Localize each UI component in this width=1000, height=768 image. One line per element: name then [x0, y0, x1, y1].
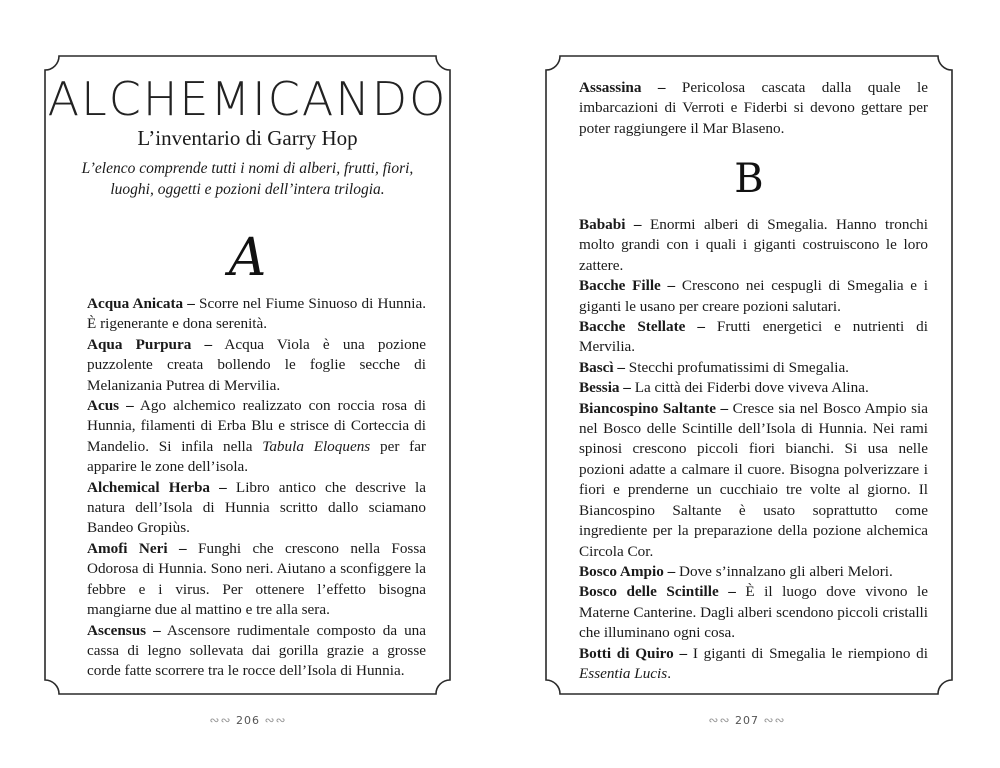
list-item: Ascensus – Ascensore rudimentale composto da una cassa di legno sollevata dai gorilla grazie a grosse corde fatte scorrere tra le rocce dell’Isola di Hunnia.	[87, 621, 427, 680]
left-page	[45, 56, 450, 694]
ornament-icon: ∾∾	[209, 713, 232, 727]
list-item: Assassina – Pericolosa cascata dalla quale le imbarcazioni di Verroti e Fiderbi si devono gettare per poter raggiungere il Mar Blaseno.	[579, 79, 928, 137]
intro-text: L’elenco comprende tutti i nomi di alberi, frutti, fiori, luoghi, oggetti e pozioni dell’intera trilogia.	[81, 160, 414, 198]
list-item: Botti di Quiro – I giganti di Smegalia le riempiono di Essentia Lucis.	[579, 644, 928, 682]
list-item: Bacche Fille – Crescono nei cespugli di Smegalia e i giganti le usano per creare pozioni salutari.	[579, 277, 928, 315]
section-letter-a: A	[228, 228, 267, 288]
list-item: Bascì – Stecchi profumatissimi di Smegalia.	[579, 358, 849, 376]
entry-list-b	[579, 215, 928, 684]
book-title: ALCHEMICANDO	[47, 72, 448, 126]
entry-list-a	[87, 294, 426, 682]
list-item: Bessia – La città dei Fiderbi dove viveva Alina.	[579, 379, 869, 397]
page-number-left: ∾∾ 206 ∾∾	[209, 713, 287, 727]
list-item: Biancospino Saltante – Cresce sia nel Bosco Ampio sia nel Bosco delle Scintille dell’Isola di Hunnia. Nei rami spinosi crescono piccoli fiori bianchi. Si usa nelle pozioni adatte a calmare il cuore. Bisogna polverizzare i fiori e prenderne un cucchiaio tre volte al giorno. Il Biancospino Saltante è usato soprattutto come ingrediente per la preparazione della pozione alchemica Circola Cor.	[579, 399, 929, 560]
list-item: Bosco Ampio – Dove s’innalzano gli alberi Melori.	[579, 562, 893, 580]
ornament-icon: ∾∾	[708, 713, 731, 727]
list-item: Acus – Ago alchemico realizzato con roccia rosa di Hunnia, filamenti di Erba Blu e strisce di Corteccia di Mandelio. Si infila nella Tabula Eloquens per far apparire le zone dell’isola.	[87, 397, 426, 476]
page-number-right: ∾∾ 207 ∾∾	[708, 713, 786, 727]
ornament-icon: ∾∾	[763, 713, 786, 727]
list-item: Bacche Stellate – Frutti energetici e nutrienti di Mervilia.	[579, 318, 928, 356]
right-page	[546, 56, 952, 694]
list-item: Bosco delle Scintille – È il luogo dove vivono le Materne Canterine. Dagli alberi scendono piccoli cristalli che illuminano ogni cosa.	[579, 583, 929, 642]
list-item: Bababi – Enormi alberi di Smegalia. Hanno tronchi molto grandi con i quali i giganti costruiscono le loro zattere.	[579, 216, 928, 274]
subtitle: L’inventario di Garry Hop	[137, 126, 358, 150]
ornament-icon: ∾∾	[264, 713, 287, 727]
list-item: Acqua Anicata – Scorre nel Fiume Sinuoso di Hunnia. È rigenerante e dona serenità.	[87, 295, 426, 333]
section-letter-b: B	[734, 156, 764, 202]
list-item: Aqua Purpura – Acqua Viola è una pozione puzzolente creata bollendo le foglie secche di Melanizania Putrea di Mervilia.	[87, 335, 426, 394]
list-item: Alchemical Herba – Libro antico che descrive la natura dell’Isola di Hunnia scritto dallo sciamano Bandeo Gropiùs.	[87, 478, 426, 537]
list-item: Amofi Neri – Funghi che crescono nella Fossa Odorosa di Hunnia. Sono neri. Aiutano a sconfiggere la febbre e i virus. Per ottenere l’effetto bisogna mangiarne due al mattino e tre alla sera.	[87, 539, 426, 619]
